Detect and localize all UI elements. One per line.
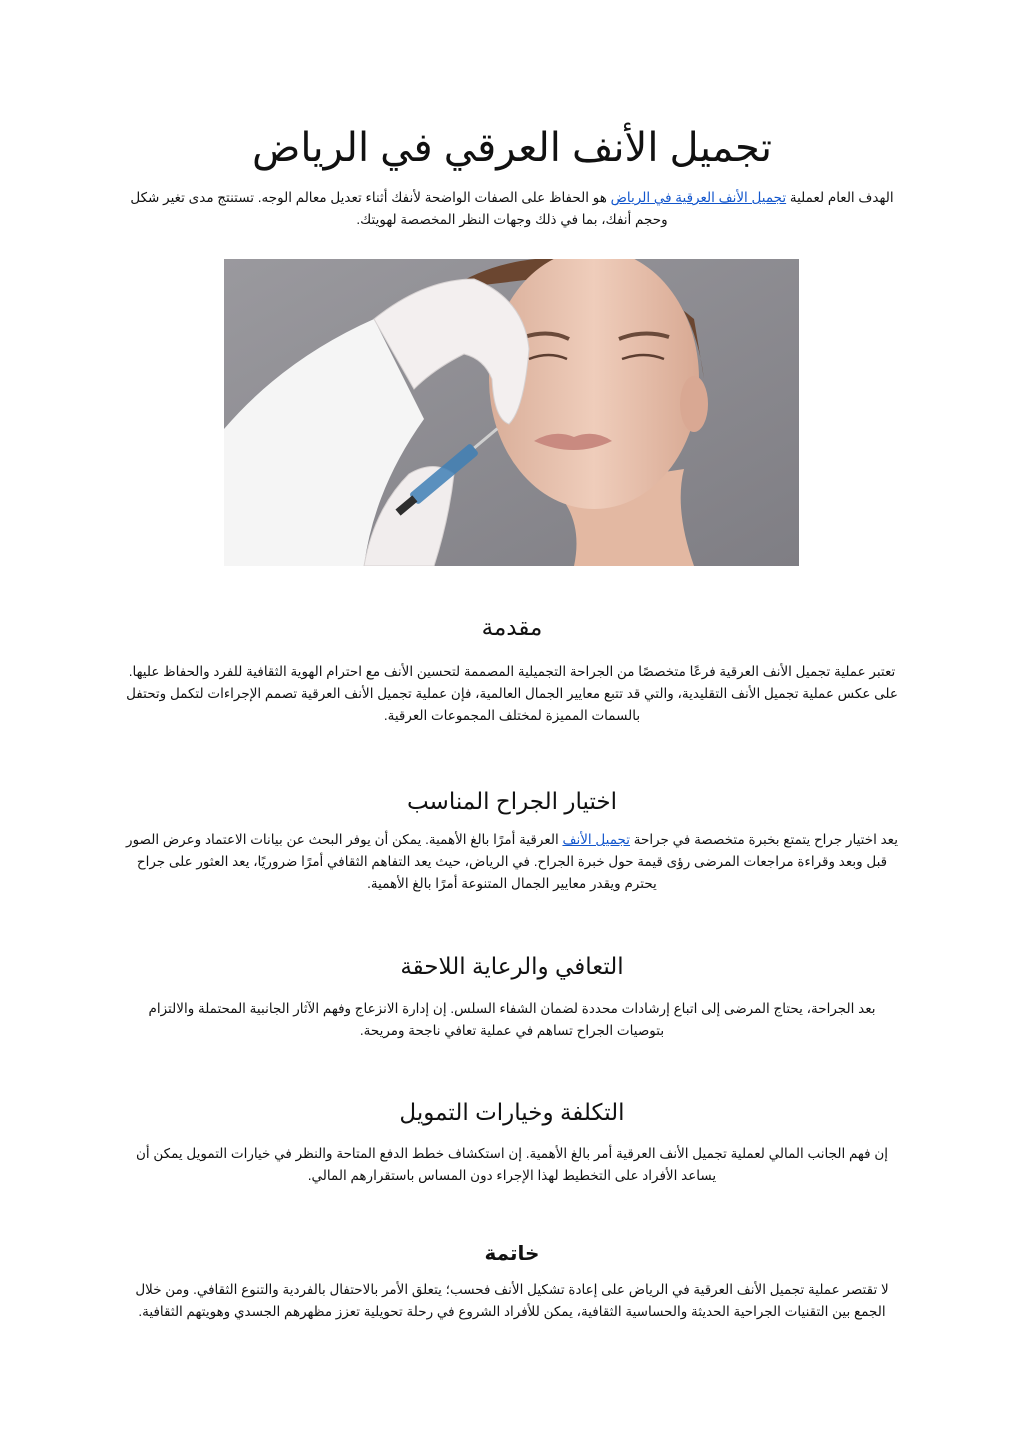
section-text-intro: تعتبر عملية تجميل الأنف العرقية فرعًا متخصصًا من الجراحة التجميلية المصممة لتحسين الأنف مع احترام الهوية الثقافية للفرد والحفاظ عليها. على عكس عملية تجميل الأنف التقليدية، والتي قد تتبع معايير الجمال العالمية، فإن عملية تجميل الأنف العرقية تصمم الإجراءات لتكمل وتحتفل بالسمات المميزة لمختلف المجموعات العرقية. — [126, 664, 898, 723]
page-title: تجميل الأنف العرقي في الرياض — [252, 126, 772, 170]
section-text-recovery: بعد الجراحة، يحتاج المرضى إلى اتباع إرشادات محددة لضمان الشفاء السلس. إن إدارة الانزعاج وفهم الآثار الجانبية المحتملة والالتزام بتوصيات الجراح تساهم في عملية تعافي ناجحة ومريحة. — [148, 1001, 876, 1038]
intro-text-after: هو الحفاظ على الصفات الواضحة لأنفك أثناء تعديل معالم الوجه. تستنتج مدى تغير شكل وحجم أنفك، بما في ذلك وجهات النظر المخصصة لهويتك. — [130, 190, 668, 227]
section-text-cost: إن فهم الجانب المالي لعملية تجميل الأنف العرقية أمر بالغ الأهمية. إن استكشاف خطط الدفع المتاحة والنظر في خيارات التمويل يمكن أن يساعد الأفراد على التخطيط لهذا الإجراء دون المساس باستقرارهم المالي. — [135, 1146, 889, 1183]
section-heading-conclusion: خاتمة — [484, 1243, 540, 1265]
intro-text-before: الهدف العام لعملية — [786, 190, 894, 205]
section-heading-surgeon: اختيار الجراح المناسب — [406, 788, 618, 814]
section-text-conclusion: لا تقتصر عملية تجميل الأنف العرقية في الرياض على إعادة تشكيل الأنف فحسب؛ يتعلق الأمر بالاحتفال بالفردية والتنوع الثقافي. ومن خلال الجمع بين التقنيات الجراحية الحديثة والحساسية الثقافية، يمكن للأفراد الشروع في رحلة تحويلية تعزز مظهرهم الجسدي وهويتهم الثقافية. — [135, 1282, 889, 1319]
section-heading-recovery: التعافي والرعاية اللاحقة — [400, 953, 624, 979]
surgeon-text-before: يعد اختيار جراح يتمتع بخبرة متخصصة في جراحة — [629, 832, 898, 847]
section-text-surgeon — [125, 829, 899, 895]
surgeon-link[interactable]: تجميل الأنف — [562, 832, 630, 847]
surgeon-text-after: العرقية أمرًا بالغ الأهمية. يمكن أن يوفر البحث عن بيانات الاعتماد وعرض الصور قبل وبعد وقراءة مراجعات المرضى رؤى قيمة حول خبرة الجراح. في الرياض، حيث يعد التفاهم الثقافي أمرًا ضروريًا، يعد العثور على جراح يحترم ويقدر معايير الجمال المتنوعة أمرًا بالغ الأهمية. — [126, 832, 888, 891]
section-heading-cost: التكلفة وخيارات التمويل — [399, 1099, 625, 1125]
section-heading-intro: مقدمة — [481, 614, 543, 640]
ear-shape — [680, 376, 708, 432]
intro-paragraph — [125, 187, 899, 231]
intro-link[interactable]: تجميل الأنف العرقية في الرياض — [610, 190, 787, 205]
rhinoplasty-injection-photo — [224, 259, 799, 566]
